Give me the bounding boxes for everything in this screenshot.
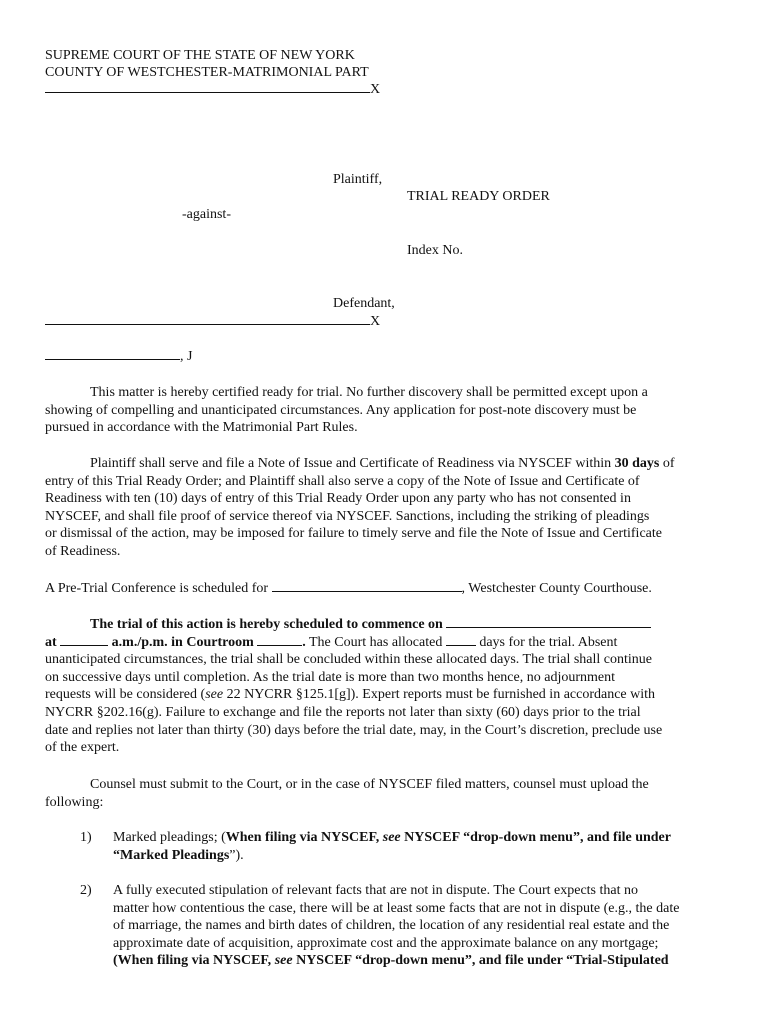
note-of-issue-paragraph	[45, 455, 725, 561]
paragraph-line: A fully executed stipulation of relevant facts that are not in dispute. The Court expects that no	[113, 883, 638, 898]
caption-rule-line	[45, 324, 370, 325]
paragraph-line	[45, 634, 725, 652]
paragraph-line: on successive days until completion. As the trial date is more than two months hence, no adjournment	[45, 669, 615, 685]
against-label: -against-	[182, 207, 231, 222]
caption-top-rule	[45, 81, 380, 98]
conference-date-blank	[272, 591, 462, 592]
paragraph-line: unanticipated circumstances, the trial shall be concluded within these allocated days. The trial shall continue	[45, 652, 652, 668]
text-run: of	[659, 456, 675, 471]
trial-date-blank	[446, 627, 651, 628]
paragraph-line	[45, 455, 725, 473]
text-run: 22 NYCRR §125.1[g]). Expert reports must be furnished in accordance with	[223, 687, 656, 703]
list-item	[80, 882, 730, 972]
text-run: , Westchester County Courthouse.	[461, 581, 652, 596]
paragraph-line: This matter is hereby certified ready for trial. No further discovery shall be permitted except upon a	[90, 385, 648, 400]
allocated-days-blank	[446, 645, 476, 646]
paragraph-line: NYSCEF, and shall file proof of service thereof via NYSCEF. Sanctions, including the striking of pleadings	[45, 508, 650, 524]
citation-signal: see	[205, 687, 224, 703]
justice-signature-line	[45, 348, 192, 365]
list-item	[80, 829, 730, 865]
pretrial-conference-paragraph	[45, 580, 725, 598]
caption-x-mark: X	[370, 82, 381, 97]
paragraph-line: NYCRR §202.16(g). Failure to exchange and file the reports not later than sixty (60) days prior to the trial	[45, 704, 641, 720]
text-run: NYSCEF “drop-down menu”, and file under “Trial-Stipulated	[292, 953, 669, 969]
defendant-label: Defendant,	[333, 296, 395, 311]
paragraph-line: of Readiness.	[45, 543, 121, 559]
text-run: (When filing via NYSCEF,	[113, 953, 275, 969]
paragraph-line: Counsel must submit to the Court, or in the case of NYSCEF filed matters, counsel must upload the	[90, 777, 649, 792]
caption-x-mark: X	[370, 314, 381, 329]
paragraph-line	[45, 616, 725, 634]
paragraph-line: showing of compelling and unanticipated circumstances. Any application for post-note discovery must be	[45, 402, 637, 418]
text-run: The Court has allocated	[305, 634, 446, 650]
paragraph-line: following:	[45, 794, 104, 810]
paragraph-line: of marriage, the names and birth dates of children, the location of any residential real estate and the	[113, 918, 670, 934]
paragraph-line	[113, 829, 671, 847]
text-run: at	[45, 634, 61, 650]
text-run: requests will be considered (	[45, 687, 206, 703]
order-title: TRIAL READY ORDER	[407, 189, 550, 204]
list-item-text	[113, 829, 671, 864]
trial-schedule-paragraph	[45, 616, 725, 757]
text-run: When filing via NYSCEF,	[225, 830, 383, 845]
paragraph-line: of the expert.	[45, 740, 120, 756]
list-item-number: 2)	[80, 883, 92, 898]
text-run: Plaintiff shall serve and file a Note of Issue and Certificate of Readiness via NYSCEF within	[90, 456, 615, 471]
citation-signal: see	[382, 830, 401, 845]
justice-suffix: , J	[180, 349, 193, 364]
text-run: NYSCEF “drop-down menu”, and file under	[400, 830, 671, 845]
paragraph-line	[113, 952, 679, 970]
paragraph-line: date and replies not later than thirty (30) days before the trial date, may, in the Court’s discretion, preclude use	[45, 722, 663, 738]
caption-bottom-rule	[45, 313, 380, 330]
plaintiff-label: Plaintiff,	[333, 172, 383, 187]
deadline-emphasis: 30 days	[614, 456, 660, 471]
text-run: A Pre-Trial Conference is scheduled for	[45, 581, 272, 596]
paragraph-line: approximate date of acquisition, approximate cost and the approximate balance on any mortgage;	[113, 935, 659, 951]
court-name-line2: COUNTY OF WESTCHESTER-MATRIMONIAL PART	[45, 65, 369, 80]
text-run: Marked pleadings; (	[113, 830, 226, 845]
courtroom-blank	[257, 645, 302, 646]
trial-time-blank	[60, 645, 108, 646]
text-run: .	[302, 634, 306, 650]
text-run: ”).	[229, 847, 244, 863]
list-item-number: 1)	[80, 830, 92, 845]
paragraph-line	[45, 686, 725, 704]
certification-paragraph	[45, 384, 725, 437]
paragraph-line	[113, 847, 671, 865]
text-run: “Marked Pleadings	[113, 847, 230, 863]
paragraph-line: pursued in accordance with the Matrimonial Part Rules.	[45, 420, 358, 436]
paragraph-line: entry of this Trial Ready Order; and Plaintiff shall also serve a copy of the Note of Issue and Certificate of	[45, 473, 640, 489]
paragraph-line: Readiness with ten (10) days of entry of this Trial Ready Order upon any party who has not consented in	[45, 491, 631, 507]
text-run: a.m./p.m. in Courtroom	[108, 634, 258, 650]
paragraph-line: matter how contentious the case, there will be at least some facts that are not in dispute (e.g., the date	[113, 900, 680, 916]
text-run: days for the trial. Absent	[475, 634, 618, 650]
text-run: The trial of this action is hereby scheduled to commence on	[90, 617, 447, 632]
justice-name-blank	[45, 359, 180, 360]
citation-signal: see	[274, 953, 293, 969]
court-name-line1: SUPREME COURT OF THE STATE OF NEW YORK	[45, 48, 355, 63]
list-item-text	[113, 882, 679, 970]
paragraph-line: or dismissal of the action, may be imposed for failure to timely serve and file the Note of Issue and Certificate	[45, 526, 662, 542]
counsel-submission-paragraph	[45, 776, 725, 811]
caption-rule-line	[45, 92, 370, 93]
index-number-label: Index No.	[407, 243, 463, 258]
